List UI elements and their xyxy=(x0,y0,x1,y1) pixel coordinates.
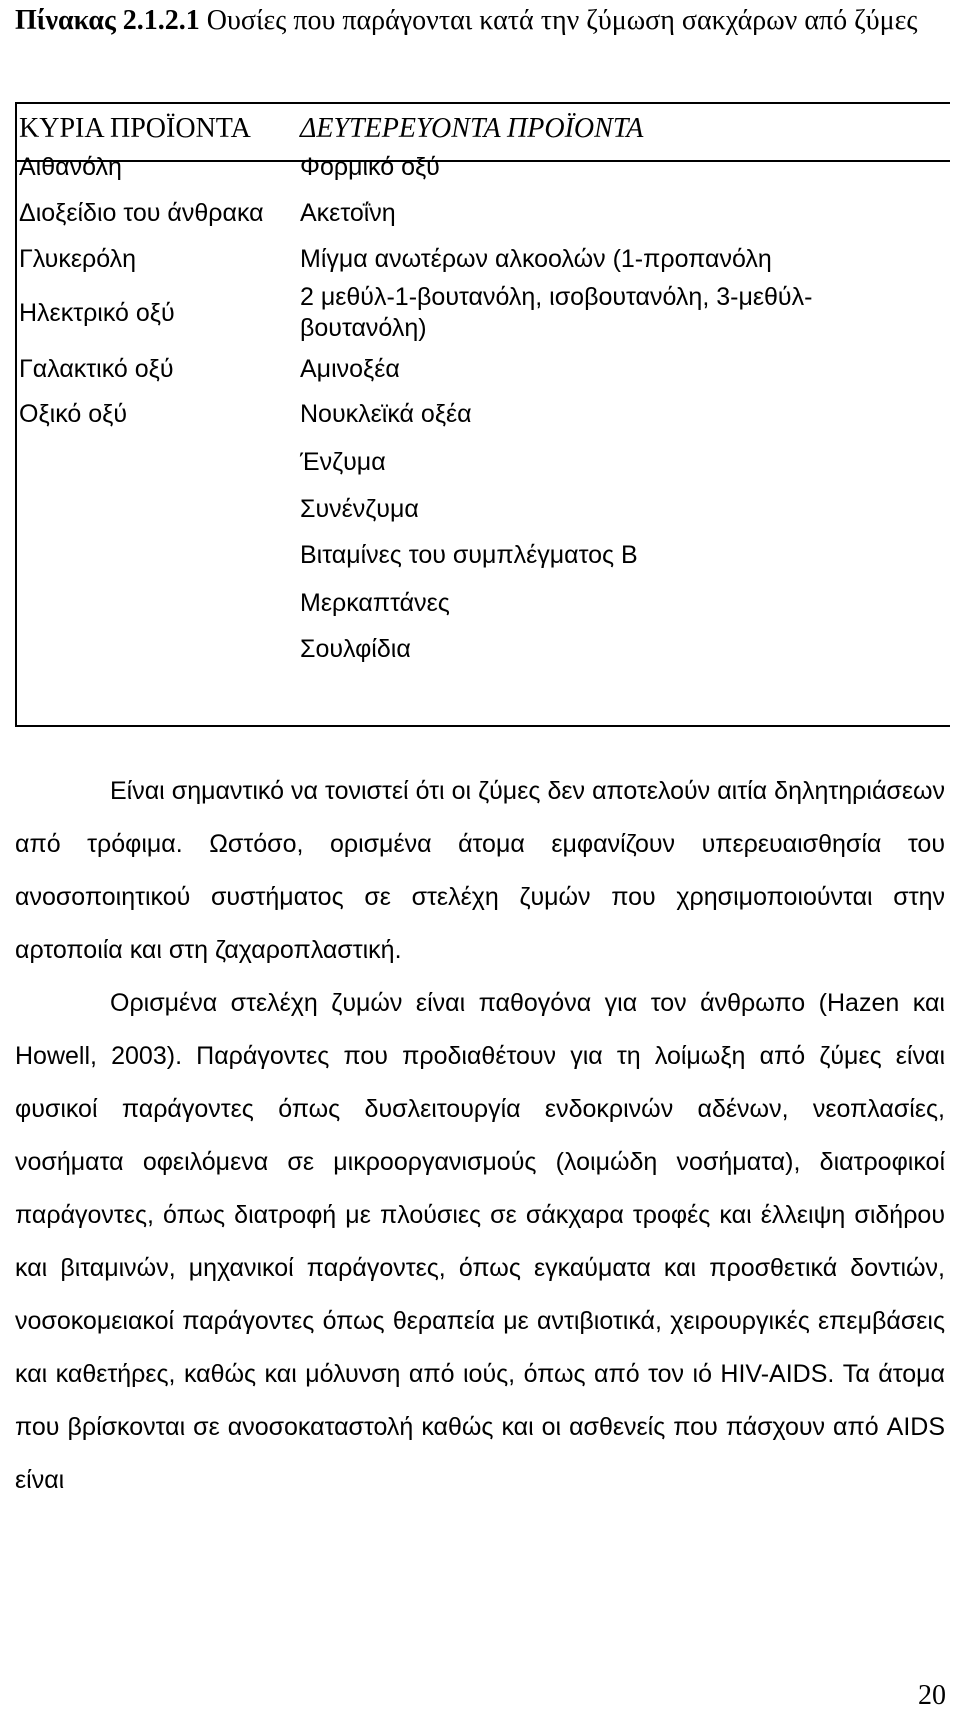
main-product-item: Διοξείδιο του άνθρακα xyxy=(19,199,264,227)
table-top-border xyxy=(15,102,950,104)
secondary-product-item: Σουλφίδια xyxy=(300,635,411,663)
header-bottom-border xyxy=(15,160,950,162)
secondary-product-item: Νουκλεϊκά οξέα xyxy=(300,400,472,428)
secondary-product-item: Συνένζυμα xyxy=(300,495,419,523)
table-left-border xyxy=(15,102,17,727)
products-table xyxy=(15,102,950,727)
caption-text: Ουσίες που παράγονται κατά την ζύμωση σακχάρων από ζύμες xyxy=(206,5,918,36)
secondary-product-item: Βιταμίνες του συμπλέγματος Β xyxy=(300,541,638,569)
secondary-product-item: Μερκαπτάνες xyxy=(300,589,450,617)
secondary-product-item: Φορμικό οξύ xyxy=(300,153,440,181)
paragraph: Ορισμένα στελέχη ζυμών είναι παθογόνα για τον άνθρωπο (Hazen και Howell, 2003). Παράγοντες που προδιαθέτουν για τη λοίμωξη από ζύμες είναι φυσικοί παράγοντες όπως δυσλειτουργία ενδοκρινών αδένων, νεοπλασίες, νοσήματα οφειλόμενα σε μικροοργανισμούς (λοιμώδη νοσήματα), διατροφικοί παράγοντες, όπως διατροφή με πλούσιες σε σάκχαρα τροφές και έλλειψη σιδήρου και βιταμινών, μηχανικοί παράγοντες, όπως εγκαύματα και προσθετικά δοντιών, νοσοκομειακοί παράγοντες όπως θεραπεία με αντιβιοτικά, χειρουργικές επεμβάσεις και καθετήρες, καθώς και μόλυνση από ιούς, όπως από τον ιό HIV-AIDS. Τα άτομα που βρίσκονται σε ανοσοκαταστολή καθώς και οι ασθενείς που πάσχουν από AIDS είναι xyxy=(15,989,945,1494)
secondary-products-header: ΔΕΥΤΕΡΕΥΟΝΤΑ ΠΡΟΪΟΝΤΑ xyxy=(300,113,644,144)
table-bottom-border xyxy=(15,725,950,727)
secondary-product-item: Ένζυμα xyxy=(300,448,386,476)
main-product-item: Ηλεκτρικό οξύ xyxy=(19,299,175,327)
secondary-product-item: Ακετοΐνη xyxy=(300,199,396,227)
caption-label: Πίνακας 2.1.2.1 xyxy=(15,5,200,36)
body-text xyxy=(15,765,945,1507)
secondary-product-item: Αμινοξέα xyxy=(300,355,400,383)
main-product-item: Γαλακτικό οξύ xyxy=(19,355,174,383)
secondary-product-item: βουτανόλη) xyxy=(300,314,427,342)
main-product-item: Οξικό οξύ xyxy=(19,400,128,428)
main-products-header: ΚΥΡΙΑ ΠΡΟΪΟΝΤΑ xyxy=(19,113,251,144)
secondary-product-item: 2 μεθύλ-1-βουτανόλη, ισοβουτανόλη, 3-μεθύλ- xyxy=(300,283,813,311)
table-caption xyxy=(15,2,945,40)
page-number: 20 xyxy=(918,1680,946,1711)
main-product-item: Αιθανόλη xyxy=(19,153,122,181)
secondary-product-item: Μίγμα ανωτέρων αλκοολών (1-προπανόλη xyxy=(300,245,772,273)
main-product-item: Γλυκερόλη xyxy=(19,245,137,273)
paragraph: Είναι σημαντικό να τονιστεί ότι οι ζύμες δεν αποτελούν αιτία δηλητηριάσεων από τρόφιμα. Ωστόσο, ορισμένα άτομα εμφανίζουν υπερευαισθησία του ανοσοποιητικού συστήματος σε στελέχη ζυμών που χρησιμοποιούνται στην αρτοποιία και στη ζαχαροπλαστική. xyxy=(15,777,945,964)
